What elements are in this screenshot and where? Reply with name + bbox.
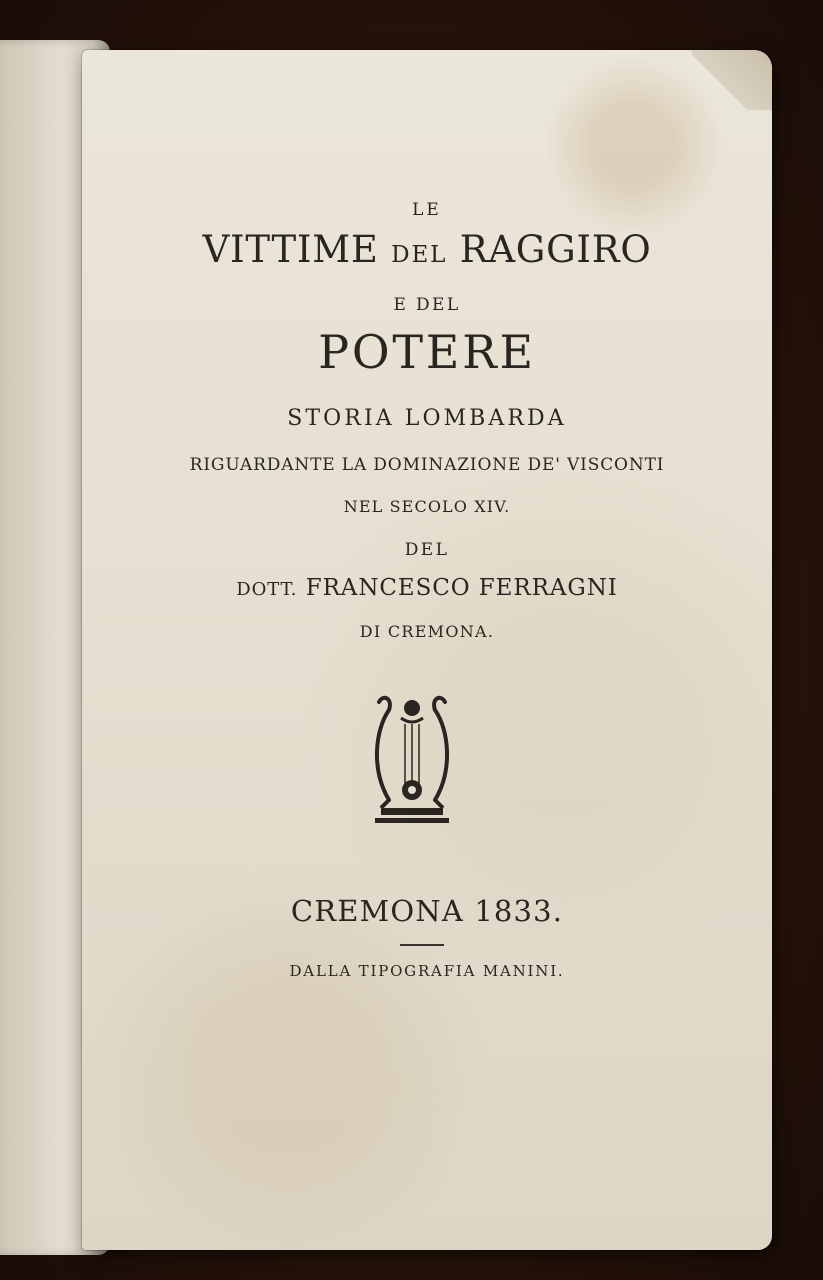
title-line-potere: POTERE — [318, 325, 536, 379]
subtitle-storia: STORIA LOMBARDA — [287, 406, 567, 431]
title-line-le: LE — [412, 200, 442, 220]
subtitle-secolo: NEL SECOLO XIV. — [343, 497, 511, 516]
title-page — [82, 50, 772, 1250]
author-origin: DI CREMONA. — [359, 622, 495, 641]
imprint-printer: DALLA TIPOGRAFIA MANINI. — [289, 962, 565, 980]
lyre-icon — [367, 690, 457, 830]
main-title — [82, 228, 772, 271]
author-name: FRANCESCO FERRAGNI — [305, 575, 618, 601]
byline-del: DEL — [404, 540, 450, 560]
author-prefix: DOTT. — [236, 579, 298, 600]
title-word-vittime: VITTIME — [202, 228, 379, 271]
title-line-e-del: E DEL — [393, 295, 461, 315]
subtitle-riguardante: RIGUARDANTE LA DOMINAZIONE DE' VISCONTI — [189, 455, 665, 475]
imprint-city-year: CREMONA 1833. — [290, 894, 564, 928]
worn-corner — [692, 50, 772, 110]
title-word-del: DEL — [391, 242, 448, 268]
title-word-raggiro: RAGGIRO — [459, 228, 652, 271]
author — [82, 575, 772, 601]
imprint-rule — [400, 944, 444, 946]
